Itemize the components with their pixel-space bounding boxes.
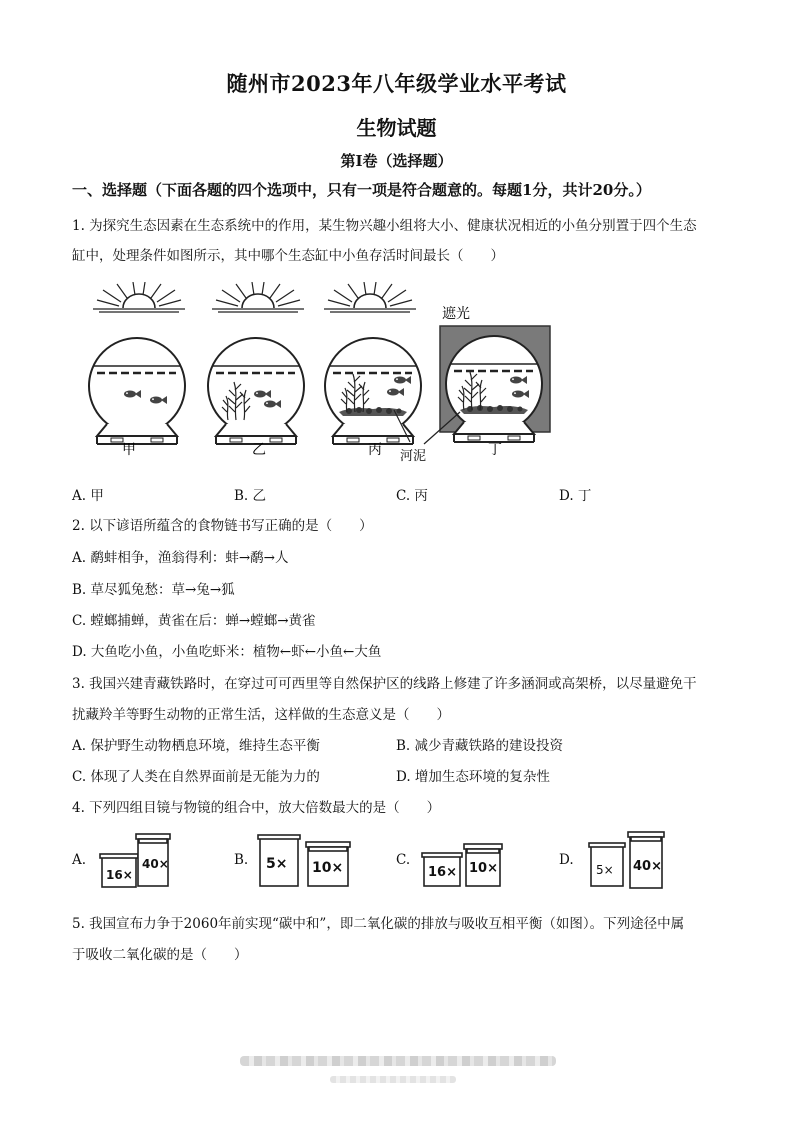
q1-option-d[interactable]: D. 丁 [559, 488, 592, 504]
q3-option-b[interactable]: B. 减少青藏铁路的建设投资 [396, 738, 564, 754]
subject-title: 生物试题 [356, 116, 437, 140]
q5-stem-line1: 5. 我国宣布力争于2060年前实现“碳中和”，即二氧化碳的排放与吸收互相平衡（如图）。下列途径中属 [72, 916, 685, 932]
q1-option-b[interactable]: B. 乙 [234, 488, 267, 504]
section-heading: 一、选择题（下面各题的四个选项中，只有一项是符合题意的。每题1分，共计20分。） [72, 181, 651, 199]
lens-figure [96, 826, 676, 896]
q3-option-c[interactable]: C. 体现了人类在自然界面前是无能为力的 [72, 769, 320, 785]
q4-option-c[interactable]: C. [396, 852, 411, 868]
q2-option-c[interactable]: C. 螳螂捕蝉，黄雀在后：蝉→螳螂→黄雀 [72, 613, 316, 629]
lens-label-c-objective: 10× [469, 861, 498, 876]
footer-blurred [240, 1056, 556, 1066]
q1-stem-line2: 缸中，处理条件如图所示，其中哪个生态缸中小鱼存活时间最长（ ） [72, 248, 504, 264]
tank-label-jia: 甲 [122, 442, 136, 458]
lens-label-b-objective: 10× [312, 860, 344, 876]
q3-stem-line1: 3. 我国兴建青藏铁路时，在穿过可可西里等自然保护区的线路上修建了许多涵洞或高架桥，以尽量避免干 [72, 676, 697, 692]
q3-option-d[interactable]: D. 增加生态环境的复杂性 [396, 769, 550, 785]
q1-option-a[interactable]: A. 甲 [72, 488, 104, 504]
q2-option-d[interactable]: D. 大鱼吃小鱼，小鱼吃虾米：植物←虾←小鱼←大鱼 [72, 644, 382, 660]
q2-option-a[interactable]: A. 鹬蚌相争，渔翁得利：蚌→鹬→人 [72, 550, 289, 566]
lens-label-d-objective: 40× [633, 859, 662, 874]
q1-stem-line1: 1. 为探究生态因素在生态系统中的作用，某生物兴趣小组将大小、健康状况相近的小鱼分别置于四个生态 [72, 218, 697, 234]
q5-stem-line2: 于吸收二氧化碳的是（ ） [72, 947, 248, 963]
mud-label: 河泥 [400, 449, 427, 462]
sun-icon [93, 282, 185, 312]
sun-icon [324, 282, 416, 312]
shade-label: 遮光 [442, 306, 470, 322]
lens-label-b-eyepiece: 5× [266, 856, 288, 872]
part-title: 第I卷（选择题） [340, 152, 453, 170]
fish-tank-figure [80, 282, 560, 462]
q3-stem-line2: 扰藏羚羊等野生动物的正常生活，这样做的生态意义是（ ） [72, 707, 450, 723]
q4-option-b[interactable]: B. [234, 852, 249, 868]
tank-label-ding: 丁 [488, 442, 502, 458]
q4-option-a[interactable]: A. [72, 852, 87, 868]
q2-option-b[interactable]: B. 草尽狐兔愁：草→兔→狐 [72, 582, 235, 598]
lens-label-a-objective: 40× [142, 857, 169, 871]
footer-blurred-sub [330, 1076, 456, 1083]
q3-option-a[interactable]: A. 保护野生动物栖息环境，维持生态平衡 [72, 738, 320, 754]
lens-label-d-eyepiece: 5× [596, 863, 614, 877]
q4-stem: 4. 下列四组目镜与物镜的组合中，放大倍数最大的是（ ） [72, 800, 441, 816]
exam-title: 随州市2023年八年级学业水平考试 [226, 71, 567, 96]
tank-label-bing: 丙 [368, 442, 382, 458]
q2-stem: 2. 以下谚语所蕴含的食物链书写正确的是（ ） [72, 518, 373, 534]
lens-label-c-eyepiece: 16× [428, 865, 457, 880]
tank-label-yi: 乙 [252, 442, 266, 458]
q4-option-d[interactable]: D. [559, 852, 574, 868]
lens-label-a-eyepiece: 16× [106, 868, 133, 882]
q1-option-c[interactable]: C. 丙 [396, 488, 428, 504]
sun-icon [212, 282, 304, 312]
